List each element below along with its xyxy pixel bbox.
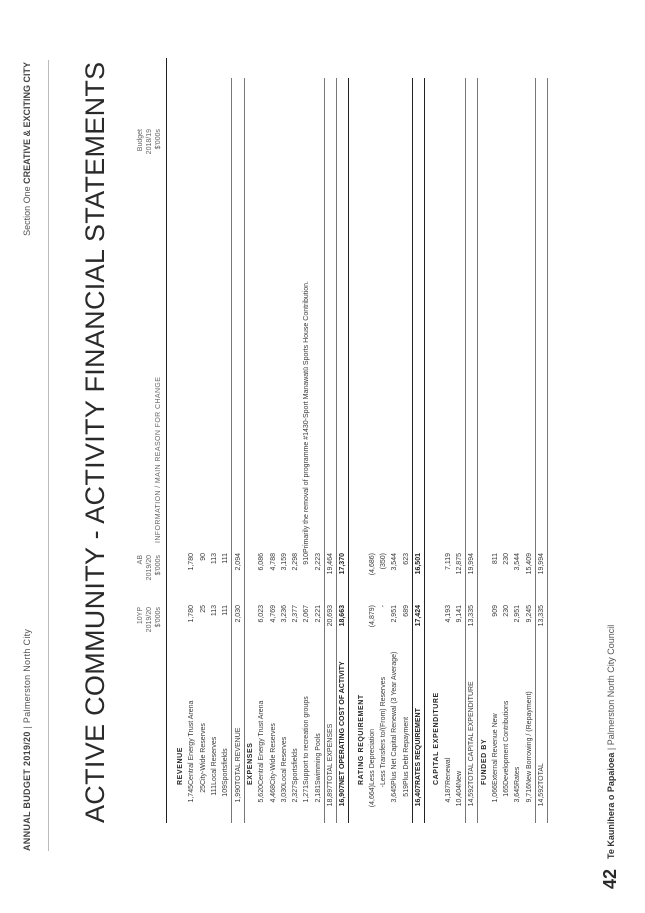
ab-2019-cell: (4,686)	[368, 553, 376, 576]
column-header-budget: Budget 2018/19 $'000s	[137, 129, 162, 155]
ab-2019-cell: 623	[402, 553, 410, 565]
header-rule	[48, 60, 49, 851]
row-label: Support to recreation groups	[303, 696, 311, 785]
tenyp-2019-cell: 18,663	[337, 605, 349, 645]
budget-2018-cell: 1,990	[232, 785, 244, 823]
change-reason	[175, 78, 186, 553]
budget-2018-cell	[244, 785, 256, 823]
table-row	[490, 78, 501, 823]
change-reason	[524, 78, 536, 553]
ab-2019-cell	[431, 553, 442, 605]
tenyp-2019-cell: 230	[503, 605, 511, 617]
table-row	[209, 78, 220, 823]
tenyp-2019-cell: 13,335	[535, 605, 547, 645]
ab-2019-cell	[478, 553, 490, 605]
ab-2019-cell: 3,544	[514, 553, 522, 571]
row-label: Central Energy Trust Arena	[258, 700, 266, 785]
header-table-rule	[166, 58, 167, 823]
row-label: EXPENSES	[246, 742, 254, 785]
budget-2018-cell: 16,907	[337, 785, 349, 823]
tenyp-2019-cell: 17,424	[412, 605, 424, 645]
change-reason	[535, 78, 547, 553]
budget-2018-cell: 14,592	[466, 785, 478, 823]
change-reason	[290, 78, 301, 553]
budget-2018-cell: 18,897	[324, 785, 336, 823]
row-label: Sportsfields	[292, 748, 300, 785]
row-label: Swimming Pools	[314, 733, 322, 785]
budget-2018-cell: 4,468	[269, 785, 277, 803]
change-reason	[490, 78, 501, 553]
tenyp-2019-cell: 2,067	[303, 605, 311, 623]
section-heading-row	[244, 78, 256, 823]
section-heading-row	[355, 78, 366, 823]
ab-2019-cell: 7,119	[444, 553, 452, 570]
row-label: Development Contributions	[503, 700, 511, 785]
tenyp-2019-cell	[175, 605, 186, 645]
table-row	[378, 78, 389, 823]
tenyp-2019-cell: 9,245	[525, 605, 533, 623]
tenyp-2019-cell: 113	[211, 605, 219, 617]
running-header-left: ANNUAL BUDGET 2019/20 | Palmerston North City	[22, 628, 32, 851]
section-heading-row	[478, 78, 490, 823]
change-reason	[389, 78, 400, 553]
budget-2018-cell	[478, 785, 490, 823]
budget-2018-cell: -	[380, 785, 388, 788]
table-row	[279, 78, 290, 823]
budget-2018-cell: 3,645	[514, 785, 522, 803]
ab-2019-cell: 19,464	[324, 553, 336, 605]
table-row	[186, 78, 197, 823]
tenyp-2019-cell: 6,023	[258, 605, 266, 623]
row-label: Rates	[514, 766, 522, 785]
table-row	[466, 78, 478, 823]
row-label: CAPITAL EXPENDITURE	[433, 692, 441, 785]
tenyp-2019-cell: -	[380, 605, 388, 608]
column-header-info: INFORMATION / MAIN REASON FOR CHANGE	[155, 376, 162, 543]
budget-2018-cell	[355, 785, 366, 823]
change-reason	[220, 78, 232, 553]
table-row	[232, 78, 244, 823]
ab-2019-cell	[175, 553, 186, 605]
row-label: Less Depreciation	[368, 728, 376, 785]
page-title: ACTIVE COMMUNITY - ACTIVITY FINANCIAL STATEMENTS	[80, 61, 110, 823]
row-label: Sportsfields	[222, 748, 230, 785]
page-footer: 42Te Kaunihera o Papaioea | Palmerston North City Council	[600, 624, 620, 889]
change-reason	[198, 78, 209, 553]
ab-2019-cell: 1,780	[188, 553, 196, 571]
budget-2018-cell	[431, 785, 442, 823]
change-reason	[313, 78, 325, 553]
change-reason	[466, 78, 478, 553]
tenyp-2019-cell: 2,377	[292, 605, 300, 623]
row-label: TOTAL REVENUE	[232, 645, 244, 785]
tenyp-2019-cell: (4,879)	[368, 605, 376, 628]
ab-2019-cell: 19,994	[535, 553, 547, 605]
page-number: 42	[600, 868, 620, 889]
change-reason	[501, 78, 512, 553]
table-row	[501, 78, 512, 823]
ab-2019-cell: 113	[211, 553, 219, 565]
ab-2019-cell: 3,159	[280, 553, 288, 571]
budget-2018-cell: 10,404	[455, 785, 463, 807]
table-row	[401, 78, 413, 823]
budget-2018-cell: 1,745	[188, 785, 196, 803]
tenyp-2019-cell: 2,030	[232, 605, 244, 645]
change-reason	[279, 78, 290, 553]
change-reason	[412, 78, 424, 553]
budget-2018-cell: 4,187	[444, 785, 452, 803]
tenyp-2019-cell	[355, 605, 366, 645]
ab-2019-cell: 230	[503, 553, 511, 565]
change-reason	[401, 78, 413, 553]
table-row	[337, 78, 349, 823]
ab-2019-cell	[244, 553, 256, 605]
ab-2019-cell: 19,994	[466, 553, 478, 605]
tenyp-2019-cell: 1,780	[188, 605, 196, 623]
tenyp-2019-cell: 2,221	[314, 605, 322, 623]
table-row	[412, 78, 424, 823]
ab-2019-cell: 16,501	[412, 553, 424, 605]
budget-2018-cell: 3,030	[280, 785, 288, 803]
tenyp-2019-cell: 111	[222, 605, 230, 616]
tenyp-2019-cell: 689	[402, 605, 410, 617]
table-row	[367, 78, 378, 823]
change-reason	[337, 78, 349, 553]
row-label: New	[455, 770, 463, 785]
row-label: City-Wide Reserves	[269, 723, 277, 785]
ab-2019-cell: (350)	[380, 553, 388, 570]
tenyp-2019-cell: 9,141	[455, 605, 463, 623]
change-reason	[244, 78, 256, 553]
row-label: Renewal	[444, 757, 452, 785]
change-reason	[232, 78, 244, 553]
tenyp-2019-cell: 25	[199, 605, 207, 613]
tenyp-2019-cell	[431, 605, 442, 645]
ab-2019-cell: 2,298	[292, 553, 300, 571]
change-reason	[355, 78, 366, 553]
budget-2018-cell: 109	[222, 785, 230, 797]
change-reason	[512, 78, 523, 553]
ab-2019-cell: 3,544	[391, 553, 399, 571]
change-reason	[478, 78, 490, 553]
row-label: Less Transfers to/(From) Reserves	[380, 676, 388, 785]
budget-2018-cell: 2,181	[314, 785, 322, 803]
tenyp-2019-cell	[478, 605, 490, 645]
tenyp-2019-cell: 13,335	[466, 605, 478, 645]
row-label: Local Reserves	[280, 736, 288, 785]
change-reason	[378, 78, 389, 553]
change-reason	[256, 78, 267, 553]
table-row	[324, 78, 336, 823]
running-header-right: Section One CREATIVE & EXCITING CITY	[22, 62, 32, 236]
row-label: RATING REQUIREMENT	[357, 694, 365, 785]
column-header-10yp: 10YP 2019/20 $'000s	[137, 607, 162, 633]
tenyp-2019-cell: 20,693	[324, 605, 336, 645]
table-row	[512, 78, 523, 823]
change-reason	[443, 78, 454, 553]
row-label: TOTAL EXPENSES	[324, 645, 336, 785]
ab-2019-cell: 111	[222, 553, 230, 564]
table-row	[535, 78, 547, 823]
tenyp-2019-cell: 2,951	[391, 605, 399, 623]
row-label: Local Reserves	[211, 736, 219, 785]
tenyp-2019-cell: 4,769	[269, 605, 277, 623]
ab-2019-cell	[355, 553, 366, 605]
tenyp-2019-cell: 2,951	[514, 605, 522, 623]
change-reason	[431, 78, 442, 553]
table-row	[256, 78, 267, 823]
ab-2019-cell: 90	[199, 553, 207, 561]
tenyp-2019-cell: 3,236	[280, 605, 288, 623]
budget-2018-cell: 111	[211, 785, 219, 796]
budget-2018-cell: 1,271	[303, 785, 311, 803]
row-label: NET OPERATING COST OF ACTIVITY	[337, 645, 349, 785]
ab-2019-cell: 12,875	[455, 553, 463, 575]
table-row	[443, 78, 454, 823]
row-label: FUNDED BY	[480, 738, 488, 785]
table-row	[220, 78, 232, 823]
section-heading-row	[175, 78, 186, 823]
row-label: TOTAL CAPITAL EXPENDITURE	[466, 645, 478, 785]
change-reason	[267, 78, 278, 553]
budget-2018-cell: 165	[503, 785, 511, 797]
financial-table	[175, 78, 548, 823]
change-reason	[454, 78, 466, 553]
change-reason: Primarily the removal of programme #1430-Sport Manawatū Sports House Contribution.	[303, 281, 311, 553]
budget-2018-cell: 16,407	[412, 785, 424, 823]
change-reason	[209, 78, 220, 553]
budget-2018-cell: 14,592	[535, 785, 547, 823]
row-label: New Borrowing / (Repayment)	[525, 691, 533, 785]
row-label: City-Wide Reserves	[199, 723, 207, 785]
budget-2018-cell: 2,327	[292, 785, 300, 803]
tenyp-2019-cell	[244, 605, 256, 645]
row-label: External Revenue New	[491, 713, 499, 785]
row-label: TOTAL	[535, 645, 547, 785]
ab-2019-cell: 15,409	[525, 553, 533, 575]
row-label: Central Energy Trust Arena	[188, 700, 196, 785]
row-label: REVENUE	[177, 746, 185, 785]
table-row	[267, 78, 278, 823]
ab-2019-cell: 811	[491, 553, 499, 565]
change-reason	[324, 78, 336, 553]
table-row	[454, 78, 466, 823]
budget-2018-cell: 3,645	[391, 785, 399, 803]
tenyp-2019-cell: 4,193	[444, 605, 452, 623]
table-row	[389, 78, 400, 823]
budget-2018-cell: 1,066	[491, 785, 499, 803]
section-heading-row	[431, 78, 442, 823]
budget-2018-cell: 9,716	[525, 785, 533, 803]
column-header-ab: AB 2019/20 $'000s	[137, 555, 162, 581]
ab-2019-cell: 2,223	[314, 553, 322, 571]
budget-2018-cell: (4,664)	[368, 785, 376, 808]
ab-2019-cell: 2,094	[232, 553, 244, 605]
budget-2018-cell: 5,620	[258, 785, 266, 803]
change-reason	[186, 78, 197, 553]
table-row	[313, 78, 325, 823]
ab-2019-cell: 17,370	[337, 553, 349, 605]
ab-2019-cell: 4,788	[269, 553, 277, 571]
table-row	[524, 78, 536, 823]
tenyp-2019-cell: 909	[491, 605, 499, 617]
ab-2019-cell: 6,086	[258, 553, 266, 571]
budget-2018-cell	[175, 785, 186, 823]
ab-2019-cell: 910	[303, 553, 311, 565]
budget-2018-cell: 519	[402, 785, 410, 797]
change-reason	[367, 78, 378, 553]
budget-2018-cell: 25	[199, 785, 207, 793]
row-label: Plus Debt Repayment	[402, 716, 410, 785]
table-row	[198, 78, 209, 823]
table-row	[290, 78, 301, 823]
row-label: Plus Net Capital Renewal (3 Year Average)	[391, 651, 399, 785]
table-row	[301, 78, 312, 823]
row-label: RATES REQUIREMENT	[412, 645, 424, 785]
